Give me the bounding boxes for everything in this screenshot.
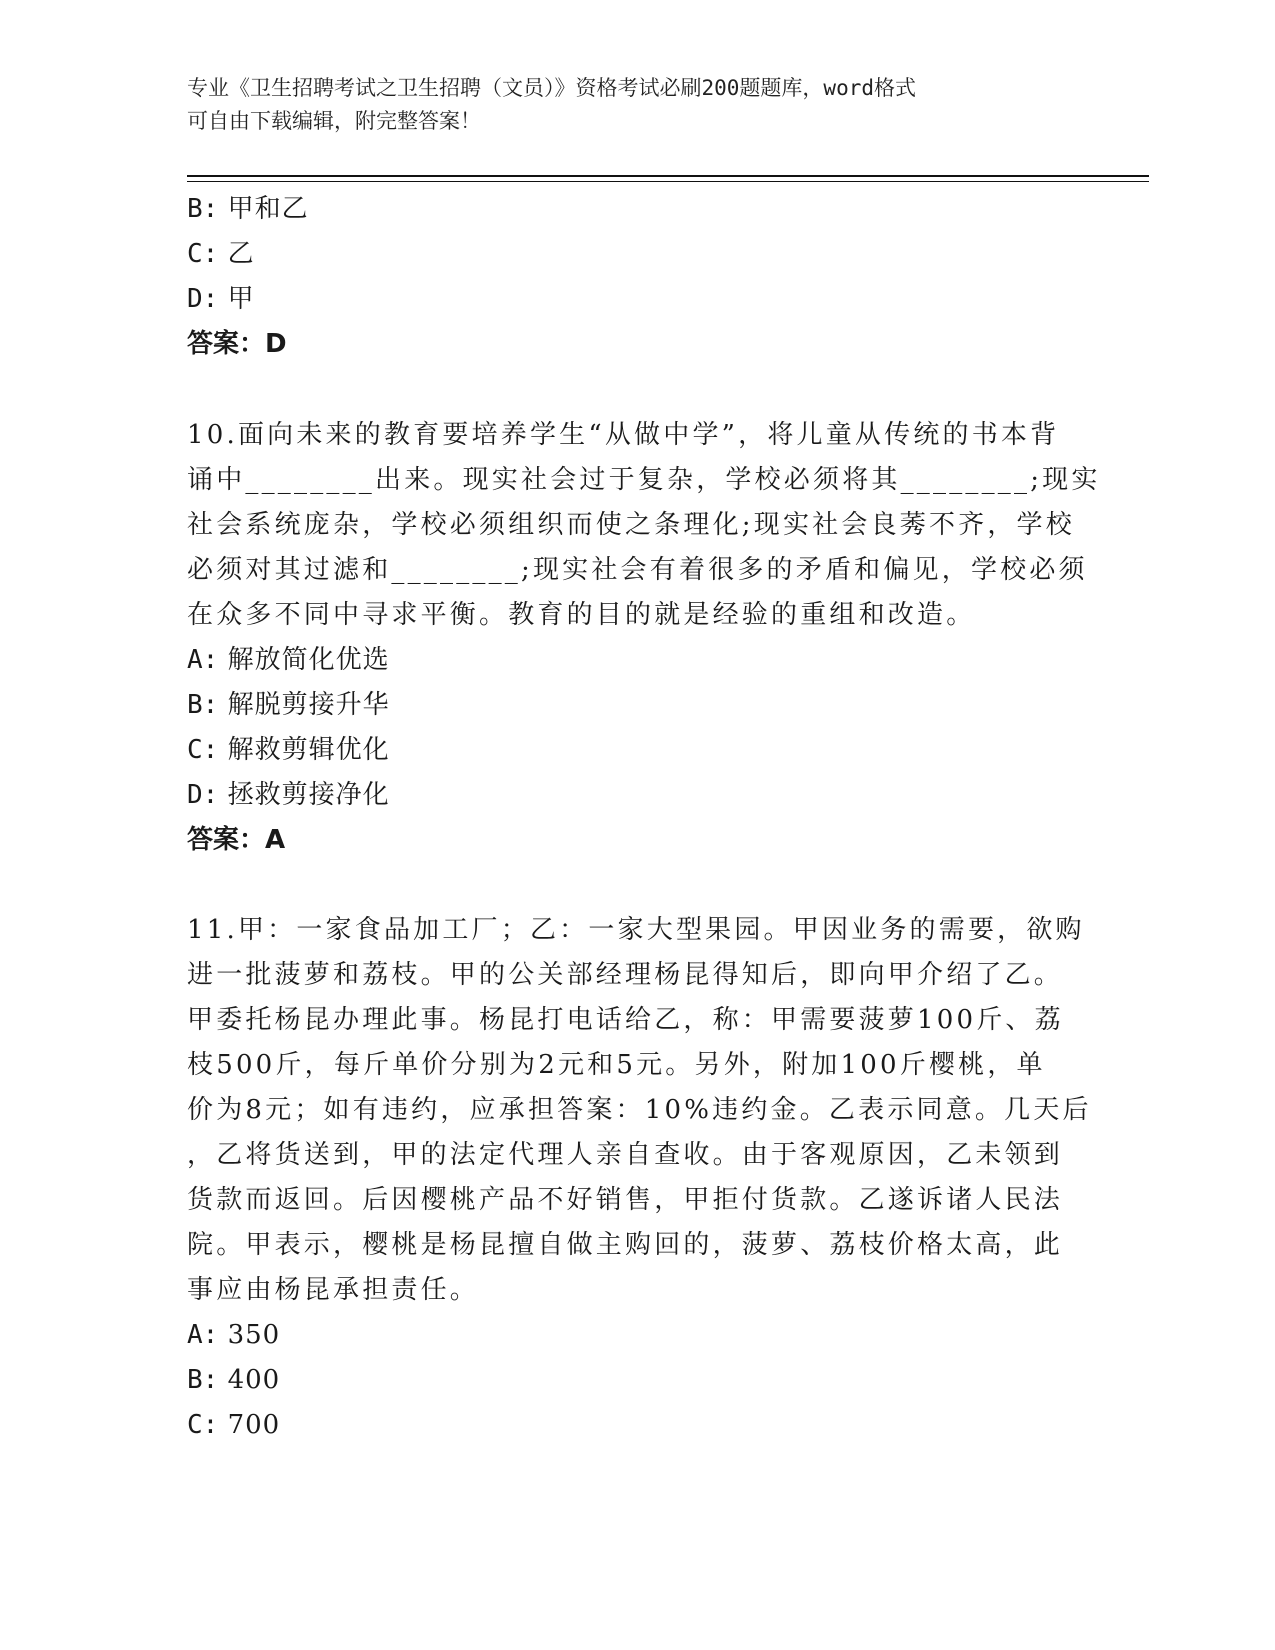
q9-option-b: B: 甲和乙: [187, 194, 309, 224]
q11-text-line: 院。甲表示，樱桃是杨昆擅自做主购回的，菠萝、荔枝价格太高，此: [187, 1230, 1064, 1260]
q11-text-line: 货款而返回。后因樱桃产品不好销售，甲拒付货款。乙遂诉诸人民法: [187, 1185, 1064, 1215]
header-divider-thin: [187, 181, 1149, 182]
q11-text-line: ，乙将货送到，甲的法定代理人亲自查收。由于客观原因，乙未领到: [187, 1140, 1064, 1170]
q10-text-line: 诵中________出来。现实社会过于复杂，学校必须将其________;现实: [187, 465, 1101, 495]
q11-option-a: A: 350: [187, 1320, 281, 1350]
q9-answer: 答案：D: [187, 329, 287, 359]
q11-text-line: 11.甲：一家食品加工厂；乙：一家大型果园。甲因业务的需要，欲购: [187, 915, 1085, 945]
header-title-line-1: 专业《卫生招聘考试之卫生招聘（文员）》资格考试必刷200题题库，word格式: [187, 76, 916, 100]
q9-option-d: D: 甲: [187, 284, 255, 314]
header-divider-thick: [187, 175, 1149, 177]
q10-option-a: A: 解放简化优选: [187, 645, 390, 675]
q11-text-line: 事应由杨昆承担责任。: [187, 1275, 480, 1305]
q11-text-line: 枝500斤，每斤单价分别为2元和5元。另外，附加100斤樱桃，单: [187, 1050, 1046, 1080]
q10-text-line: 10.面向未来的教育要培养学生“从做中学”，将儿童从传统的书本背: [187, 420, 1060, 450]
q11-text-line: 甲委托杨昆办理此事。杨昆打电话给乙，称：甲需要菠萝100斤、荔: [187, 1005, 1064, 1035]
q11-option-c: C: 700: [187, 1410, 281, 1440]
q10-text-line: 在众多不同中寻求平衡。教育的目的就是经验的重组和改造。: [187, 600, 976, 630]
q10-text-line: 必须对其过滤和________;现实社会有着很多的矛盾和偏见，学校必须: [187, 555, 1088, 585]
q11-option-b: B: 400: [187, 1365, 281, 1395]
q10-answer: 答案：A: [187, 825, 286, 855]
q11-text-line: 价为8元；如有违约，应承担答案：10%违约金。乙表示同意。几天后: [187, 1095, 1092, 1125]
header-title-line-2: 可自由下载编辑，附完整答案！: [187, 109, 481, 133]
q9-option-c: C: 乙: [187, 239, 255, 269]
q10-option-c: C: 解救剪辑优化: [187, 735, 390, 765]
q10-option-b: B: 解脱剪接升华: [187, 690, 390, 720]
q10-text-line: 社会系统庞杂，学校必须组织而使之条理化;现实社会良莠不齐，学校: [187, 510, 1075, 540]
q11-text-line: 进一批菠萝和荔枝。甲的公关部经理杨昆得知后，即向甲介绍了乙。: [187, 960, 1064, 990]
q10-option-d: D: 拯救剪接净化: [187, 780, 390, 810]
document-header: [187, 72, 1087, 138]
